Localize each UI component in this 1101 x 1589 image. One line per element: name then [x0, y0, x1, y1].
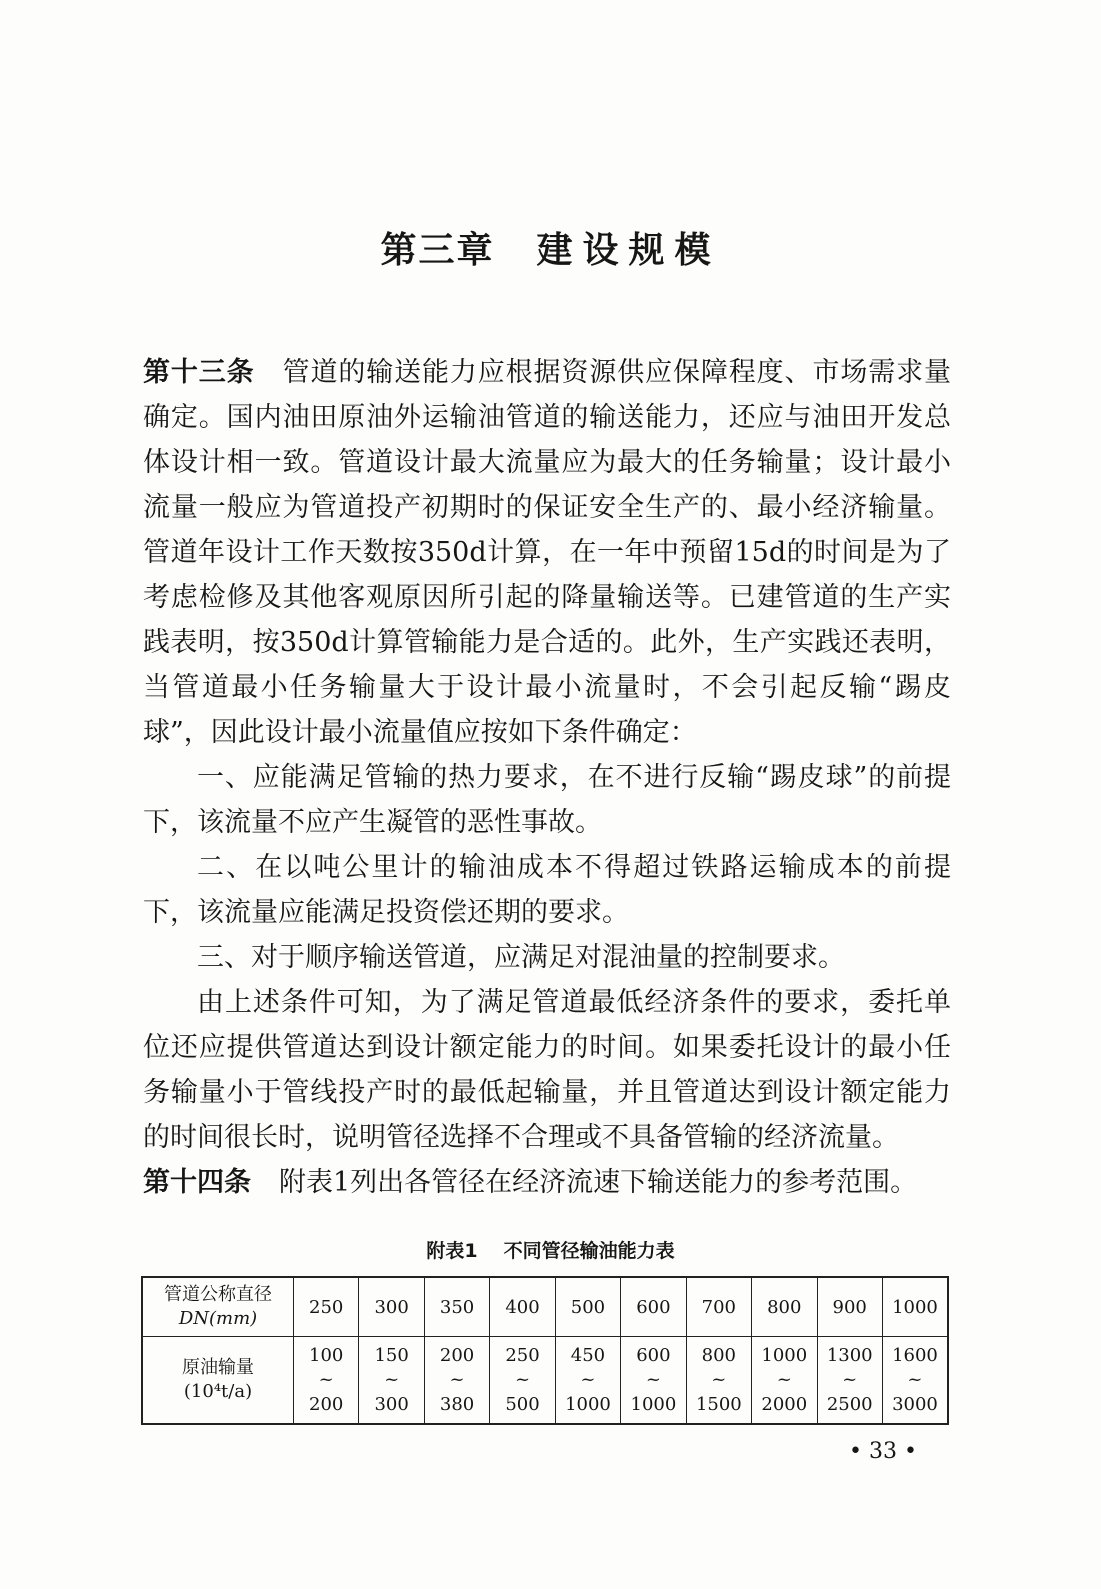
throughput-max: 500 — [505, 1394, 540, 1415]
throughput-min: 250 — [505, 1345, 540, 1366]
condition-1: 一、应能满足管输的热力要求，在不进行反输“踢皮球”的前提下，该流量不应产生凝管的恶性事故。 — [143, 762, 951, 838]
throughput-min: 1600 — [892, 1345, 938, 1366]
article-13-text: 管道的输送能力应根据资源供应保障程度、市场需求量确定。国内油田原油外运输油管道的输送能力，还应与油田开发总体设计相一致。管道设计最大流量应为最大的任务输量；设计最小流量一般应为管道投产初期时的保证安全生产的、最小经济输量。管道年设计工作天数按350d计算，在一年中预留15d的时间是为了考虑检修及其他客观原因所引起的降量输送等。已建管道的生产实践表明，按350d计算管输能力是合适的。此外，生产实践还表明，当管道最小任务输量大于设计最小流量时，不会引起反输“踢皮球”，因此设计最小流量值应按如下条件确定： — [143, 357, 952, 748]
throughput-min: 100 — [309, 1345, 344, 1366]
diameter-cell: 400 — [490, 1277, 555, 1337]
range-tilde: ~ — [514, 1369, 531, 1390]
diameter-header — [142, 1277, 294, 1337]
throughput-header-line2: (10⁴t/a) — [183, 1381, 253, 1402]
range-tilde: ~ — [842, 1369, 858, 1390]
diameter-cell: 600 — [621, 1277, 686, 1337]
throughput-max: 3000 — [892, 1394, 938, 1415]
throughput-header — [142, 1337, 294, 1425]
throughput-max: 200 — [309, 1394, 344, 1415]
article-14-label: 第十四条 — [143, 1167, 251, 1198]
diameter-cell: 300 — [359, 1277, 424, 1337]
article-14-text: 附表1列出各管径在经济流速下输送能力的参考范围。 — [279, 1167, 918, 1198]
throughput-min: 800 — [701, 1345, 737, 1366]
range-tilde: ~ — [318, 1369, 334, 1390]
throughput-max: 2500 — [826, 1394, 873, 1415]
throughput-max: 2000 — [761, 1394, 808, 1415]
article-14 — [143, 1160, 951, 1205]
condition-3: 三、对于顺序输送管道，应满足对混油量的控制要求。 — [197, 942, 845, 973]
range-tilde: ~ — [384, 1369, 400, 1390]
diameter-cell: 350 — [424, 1277, 489, 1337]
throughput-cell — [294, 1337, 359, 1425]
throughput-cell — [555, 1337, 620, 1425]
diameter-cell: 900 — [817, 1277, 882, 1337]
article-13-label: 第十三条 — [143, 357, 255, 388]
throughput-cell — [424, 1337, 489, 1425]
throughput-max: 1000 — [630, 1394, 677, 1415]
page-number: • 33 • — [849, 1439, 917, 1464]
throughput-max: 300 — [374, 1394, 409, 1415]
table-caption-title: 不同管径输油能力表 — [503, 1240, 675, 1262]
chapter-name: 建设规模 — [536, 230, 721, 271]
throughput-max: 1000 — [565, 1394, 611, 1415]
diameter-cell: 500 — [555, 1277, 620, 1337]
throughput-cell — [490, 1337, 555, 1425]
throughput-min: 450 — [570, 1345, 606, 1366]
throughput-min: 600 — [636, 1345, 671, 1366]
throughput-cell — [621, 1337, 686, 1425]
table-row-diameter — [142, 1277, 948, 1337]
diameter-header-line1: 管道公称直径 — [164, 1284, 272, 1305]
throughput-min: 1000 — [761, 1345, 808, 1366]
table-caption-number: 附表1 — [426, 1240, 478, 1262]
diameter-cell: 1000 — [882, 1277, 948, 1337]
chapter-number: 第三章 — [380, 230, 495, 271]
throughput-cell — [882, 1337, 948, 1425]
throughput-cell — [752, 1337, 817, 1425]
throughput-cell — [817, 1337, 882, 1425]
range-tilde: ~ — [776, 1369, 792, 1390]
diameter-cell: 800 — [752, 1277, 817, 1337]
range-tilde: ~ — [907, 1369, 923, 1390]
throughput-cell — [686, 1337, 751, 1425]
throughput-min: 150 — [374, 1345, 409, 1366]
table-caption — [0, 1236, 1101, 1263]
chapter-title — [0, 222, 1101, 273]
diameter-cell: 250 — [294, 1277, 359, 1337]
range-tilde: ~ — [580, 1369, 596, 1390]
diameter-header-line2: DN(mm) — [178, 1308, 258, 1329]
throughput-table — [141, 1276, 949, 1425]
throughput-max: 380 — [439, 1394, 475, 1415]
throughput-min: 200 — [439, 1345, 475, 1366]
throughput-min: 1300 — [826, 1345, 873, 1366]
range-tilde: ~ — [711, 1369, 727, 1390]
throughput-max: 1500 — [695, 1394, 742, 1415]
article-13 — [143, 350, 951, 755]
throughput-header-line1: 原油输量 — [182, 1357, 254, 1378]
diameter-cell: 700 — [686, 1277, 751, 1337]
table-row-throughput — [142, 1337, 948, 1425]
condition-2: 二、在以吨公里计的输油成本不得超过铁路运输成本的前提下，该流量应能满足投资偿还期的要求。 — [143, 852, 951, 928]
range-tilde: ~ — [449, 1369, 465, 1390]
body-text — [143, 350, 951, 1205]
range-tilde: ~ — [645, 1369, 661, 1390]
throughput-cell — [359, 1337, 424, 1425]
conclusion-paragraph: 由上述条件可知，为了满足管道最低经济条件的要求，委托单位还应提供管道达到设计额定能力的时间。如果委托设计的最小任务输量小于管线投产时的最低起输量，并且管道达到设计额定能力的时间很长时，说明管径选择不合理或不具备管输的经济流量。 — [143, 987, 951, 1153]
